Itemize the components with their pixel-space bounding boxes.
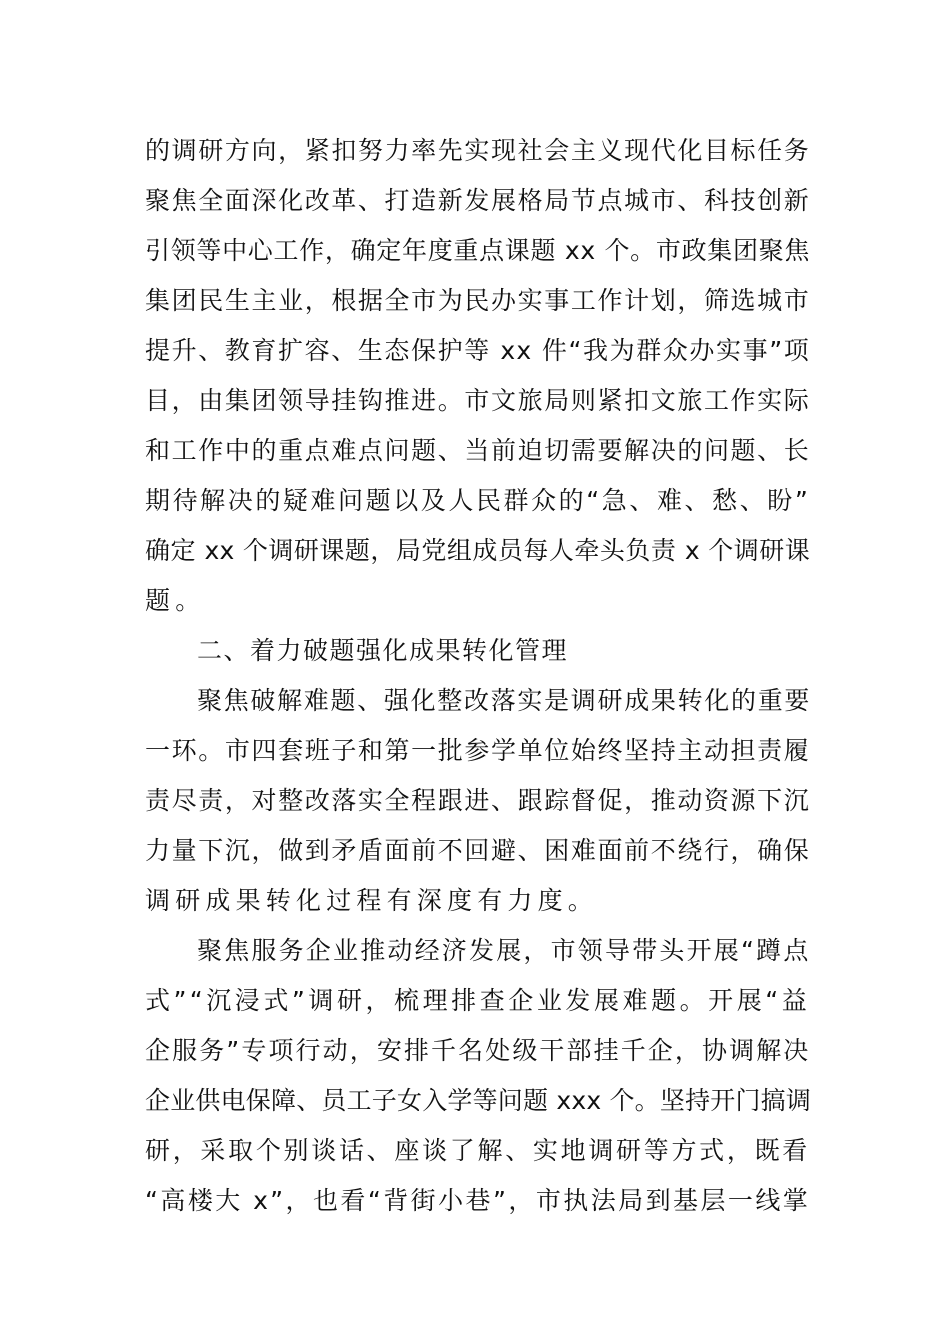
body-text-line: 确定 xx 个调研课题，局党组成员每人牵头负责 x 个调研课 — [145, 536, 810, 565]
body-text-line: 式”“沉浸式”调研，梳理排查企业发展难题。开展“益 — [145, 986, 810, 1015]
body-text-line: 和工作中的重点难点问题、当前迫切需要解决的问题、长 — [145, 436, 810, 465]
body-text-line: 集团民生主业，根据全市为民办实事工作计划，筛选城市 — [145, 286, 810, 315]
body-text-line: 题。 — [145, 586, 206, 615]
body-text-line: 力量下沉，做到矛盾面前不回避、困难面前不绕行，确保 — [145, 836, 810, 865]
body-text-line: “高楼大 x”，也看“背街小巷”，市执法局到基层一线掌 — [145, 1186, 810, 1215]
body-text-line: 企业供电保障、员工子女入学等问题 xxx 个。坚持开门搞调 — [145, 1086, 812, 1115]
body-text-line: 聚焦服务企业推动经济发展，市领导带头开展“蹲点 — [197, 936, 811, 965]
body-text-line: 聚焦全面深化改革、打造新发展格局节点城市、科技创新 — [145, 186, 810, 215]
body-text-line: 研，采取个别谈话、座谈了解、实地调研等方式，既看 — [145, 1136, 810, 1165]
body-text-line: 责尽责，对整改落实全程跟进、跟踪督促，推动资源下沉 — [145, 786, 810, 815]
body-text-line: 目，由集团领导挂钩推进。市文旅局则紧扣文旅工作实际 — [145, 386, 810, 415]
body-text-line: 引领等中心工作，确定年度重点课题 xx 个。市政集团聚焦 — [145, 236, 811, 265]
body-text-line: 期待解决的疑难问题以及人民群众的“急、难、愁、盼” — [145, 486, 810, 515]
section-heading: 二、着力破题强化成果转化管理 — [197, 636, 569, 665]
body-text-line: 一环。市四套班子和第一批参学单位始终坚持主动担责履 — [145, 736, 810, 765]
body-text-line: 的调研方向，紧扣努力率先实现社会主义现代化目标任务 — [145, 136, 810, 165]
body-text-line: 调研成果转化过程有深度有力度。 — [145, 886, 599, 915]
body-text-line: 提升、教育扩容、生态保护等 xx 件“我为群众办实事”项 — [145, 336, 810, 365]
body-text-line: 企服务”专项行动，安排千名处级干部挂千企，协调解决 — [145, 1036, 810, 1065]
body-text-line: 聚焦破解难题、强化整改落实是调研成果转化的重要 — [197, 686, 812, 715]
